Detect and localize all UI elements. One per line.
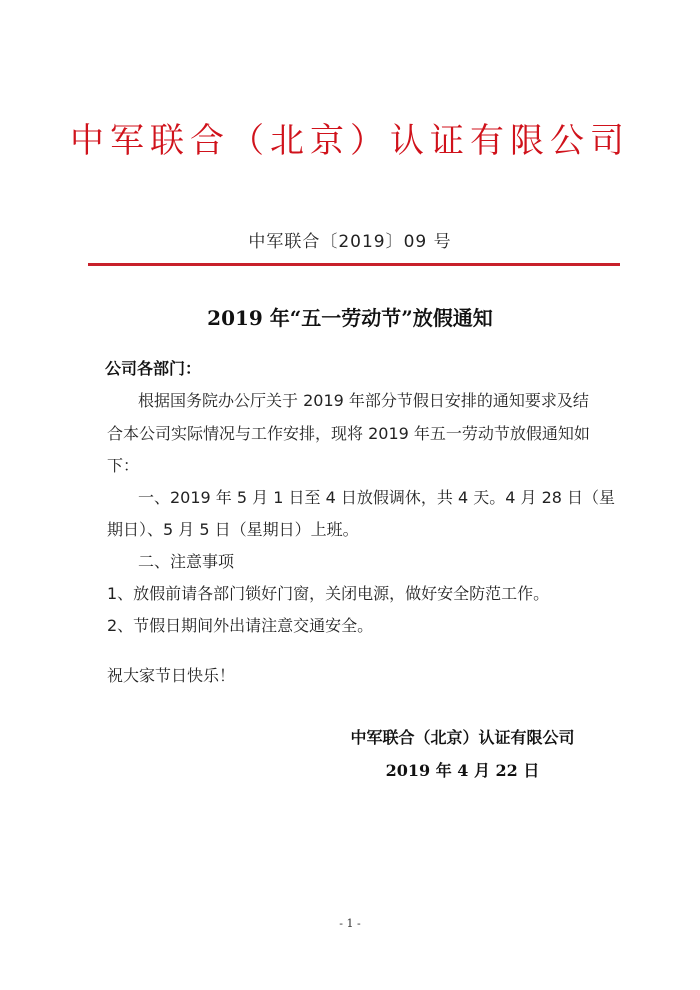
notice-title: 2019 年“五一劳动节”放假通知 <box>207 306 493 330</box>
paragraph1-line3: 下： <box>107 456 140 475</box>
item2-heading: 二、注意事项 <box>138 552 235 571</box>
item1-line1: 一、2019 年 5 月 1 日至 4 日放假调休，共 4 天。4 月 28 日（星 <box>138 488 616 507</box>
page-number: - 1 - <box>339 917 361 930</box>
signature-date: 2019 年 4 月 22 日 <box>385 761 540 780</box>
letterhead-company-name: 中军联合（北京）认证有限公司 <box>70 121 630 161</box>
document-number: 中军联合〔2019〕09 号 <box>248 232 452 252</box>
note-2: 2、节假日期间外出请注意交通安全。 <box>107 616 374 635</box>
note-1: 1、放假前请各部门锁好门窗，关闭电源，做好安全防范工作。 <box>107 584 550 603</box>
salutation: 公司各部门： <box>105 359 202 378</box>
signature-company: 中军联合（北京）认证有限公司 <box>350 728 575 747</box>
paragraph1-line1: 根据国务院办公厅关于 2019 年部分节假日安排的通知要求及结 <box>138 391 589 410</box>
closing-greeting: 祝大家节日快乐！ <box>107 666 236 685</box>
paragraph1-line2: 合本公司实际情况与工作安排，现将 2019 年五一劳动节放假通知如 <box>107 424 590 443</box>
red-divider-line <box>88 263 620 266</box>
item1-line2: 期日）、5 月 5 日（星期日）上班。 <box>107 520 359 539</box>
